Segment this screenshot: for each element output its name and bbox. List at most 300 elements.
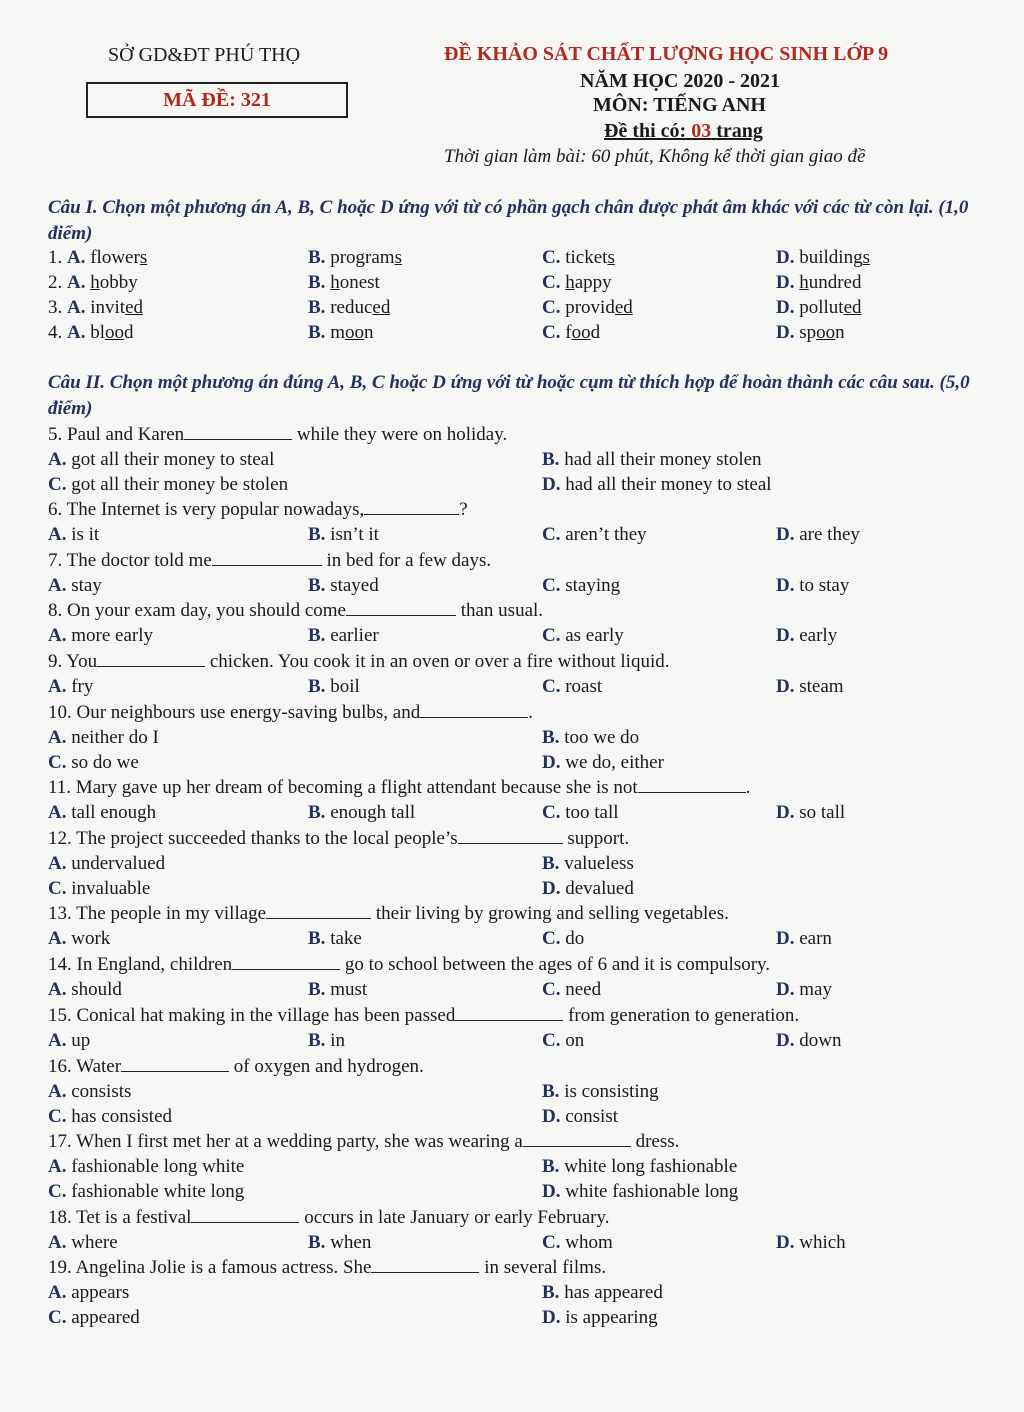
option-19-d [542, 1307, 658, 1329]
option-16-c [48, 1106, 172, 1128]
option-13-d [776, 928, 832, 950]
option-10-b [542, 727, 639, 749]
option-text: must [325, 979, 368, 1000]
option-7-c [542, 575, 620, 597]
section-2-heading: Câu II. Chọn một phương án đúng A, B, C hoặc D ứng với từ hoặc cụm từ thích hợp để hoàn thành các câu sau. (5,0 điểm) [48, 372, 970, 419]
question-12-stem [48, 828, 629, 850]
question-text: their living by growing and selling vegetables. [371, 903, 729, 924]
underlined-sound: h [799, 272, 809, 293]
option-letter: D. [776, 676, 795, 697]
option-12-b [542, 853, 634, 875]
option-text: flower [90, 247, 140, 268]
option-18-c [542, 1232, 613, 1254]
question-text: 8. On your exam day, you should come [48, 600, 346, 621]
question-text: 11. Mary gave up her dream of becoming a flight attendant because she is not [48, 777, 638, 798]
option-letter: B. [542, 1081, 560, 1102]
underlined-sound: oo [816, 322, 836, 343]
option-letter: C. [542, 272, 561, 293]
option-letter: B. [308, 524, 326, 545]
option-letter: B. [308, 676, 326, 697]
option-letter: B. [542, 727, 560, 748]
option-text: undred [808, 272, 862, 293]
option-6-d [776, 524, 860, 546]
option-19-a [48, 1282, 129, 1304]
option-14-c [542, 979, 601, 1001]
option-9-d [776, 676, 844, 698]
option-17-c [48, 1181, 244, 1203]
question-text: support. [562, 828, 630, 849]
option-18-b [308, 1232, 371, 1254]
option-letter: B. [542, 449, 560, 470]
page-count-number: 03 [691, 120, 712, 142]
option-letter: C. [542, 524, 561, 545]
option-5-c [48, 474, 288, 496]
option-11-a [48, 802, 156, 824]
question-number: 3. [48, 297, 67, 318]
option-12-d [542, 878, 634, 900]
option-letter: C. [542, 1232, 561, 1253]
option-letter: D. [776, 1030, 795, 1051]
underlined-sound: oo [344, 322, 364, 343]
question-text: go to school between the ages of 6 and it is compulsory. [340, 954, 771, 975]
option-text: aren’t they [560, 524, 647, 545]
option-text: which [794, 1232, 846, 1253]
option-text: consists [66, 1081, 132, 1102]
option-text: early [794, 625, 838, 646]
option-letter: D. [776, 247, 795, 268]
question-text: 10. Our neighbours use energy-saving bulbs, and [48, 702, 421, 723]
question-13-stem [48, 903, 729, 925]
option-7-b [308, 575, 379, 597]
option-text: had all their money stolen [559, 449, 762, 470]
answer-blank [638, 777, 746, 793]
option-text: provid [565, 297, 615, 318]
option-text: take [325, 928, 362, 949]
page-count-prefix: Đề thi có: [604, 120, 687, 142]
time-allowed: Thời gian làm bài: 60 phút, Không kể thời gian giao đề [444, 146, 866, 167]
answer-blank [121, 1056, 229, 1072]
underlined-sound: s [862, 247, 870, 268]
option-8-d [776, 625, 837, 647]
option-letter: A. [67, 272, 86, 293]
section-1-heading: Câu I. Chọn một phương án A, B, C hoặc D ứng với từ có phần gạch chân được phát âm khác với các từ còn lại. (1,0 điểm) [48, 197, 969, 244]
question-text: 19. Angelina Jolie is a famous actress. She [48, 1257, 372, 1278]
option-letter: A. [48, 449, 67, 470]
option-letter: D. [776, 928, 795, 949]
option-text: need [560, 979, 602, 1000]
option-17-b [542, 1156, 737, 1178]
option-4-d [776, 322, 845, 344]
option-12-c [48, 878, 150, 900]
option-text: more early [66, 625, 153, 646]
question-text: chicken. You cook it in an oven or over a fire without liquid. [205, 651, 670, 672]
option-letter: B. [308, 625, 326, 646]
option-15-c [542, 1030, 584, 1052]
option-9-a [48, 676, 93, 698]
option-1-d [776, 247, 870, 269]
question-text: 15. Conical hat making in the village has been passed [48, 1005, 456, 1026]
option-letter: B. [308, 928, 326, 949]
option-text: are they [794, 524, 860, 545]
answer-blank [191, 1207, 299, 1223]
department-name: SỞ GD&ĐT PHÚ THỌ [108, 44, 301, 66]
option-text: consist [560, 1106, 619, 1127]
option-letter: C. [48, 878, 67, 899]
option-letter: A. [67, 247, 86, 268]
option-text: whom [560, 1232, 613, 1253]
exam-title: ĐỀ KHẢO SÁT CHẤT LƯỢNG HỌC SINH LỚP 9 [444, 43, 889, 65]
answer-blank [184, 424, 292, 440]
option-letter: C. [542, 979, 561, 1000]
option-text: got all their money to steal [66, 449, 275, 470]
option-letter: A. [48, 575, 67, 596]
option-letter: A. [48, 928, 67, 949]
option-13-c [542, 928, 584, 950]
question-text: 16. Water [48, 1056, 122, 1077]
option-letter: A. [48, 625, 67, 646]
option-7-d [776, 575, 849, 597]
option-letter: D. [776, 272, 795, 293]
option-letter: A. [48, 802, 67, 823]
option-11-c [542, 802, 619, 824]
option-letter: D. [542, 1106, 561, 1127]
option-16-a [48, 1081, 131, 1103]
question-14-stem [48, 954, 770, 976]
underlined-sound: oo [105, 322, 125, 343]
question-10-stem [48, 702, 533, 724]
option-15-b [308, 1030, 345, 1052]
option-13-a [48, 928, 110, 950]
page-count-suffix: trang [716, 120, 763, 142]
option-12-a [48, 853, 165, 875]
option-text: on [560, 1030, 585, 1051]
option-letter: D. [776, 297, 795, 318]
option-text: ticket [565, 247, 608, 268]
option-letter: B. [308, 297, 326, 318]
question-text: 14. In England, children [48, 954, 233, 975]
option-19-c [48, 1307, 140, 1329]
option-text: isn’t it [325, 524, 379, 545]
option-letter: C. [542, 676, 561, 697]
question-text: 13. The people in my village [48, 903, 267, 924]
option-text: appears [66, 1282, 130, 1303]
question-text: in several films. [479, 1257, 607, 1278]
question-9-stem [48, 651, 669, 673]
option-letter: C. [542, 802, 561, 823]
question-text: than usual. [455, 600, 544, 621]
option-text: to stay [794, 575, 850, 596]
option-text: up [66, 1030, 91, 1051]
underlined-sound: ed [125, 297, 144, 318]
option-11-d [776, 802, 845, 824]
question-7-stem [48, 550, 491, 572]
option-letter: A. [48, 1030, 67, 1051]
option-text: is appearing [560, 1307, 658, 1328]
question-number: 2. [48, 272, 67, 293]
question-text: in bed for a few days. [321, 550, 492, 571]
option-text: work [66, 928, 111, 949]
option-text: so tall [794, 802, 846, 823]
option-text: in [325, 1030, 345, 1051]
option-letter: D. [542, 1307, 561, 1328]
option-text: has consisted [66, 1106, 173, 1127]
option-text: should [66, 979, 122, 1000]
option-text: white long fashionable [559, 1156, 738, 1177]
school-year: NĂM HỌC 2020 - 2021 [580, 70, 780, 92]
option-2-a [48, 272, 138, 294]
option-6-b [308, 524, 379, 546]
option-16-d [542, 1106, 618, 1128]
option-10-d [542, 752, 664, 774]
option-text: too we do [559, 727, 640, 748]
option-5-b [542, 449, 762, 471]
option-10-a [48, 727, 159, 749]
option-11-b [308, 802, 415, 824]
underlined-sound: ed [843, 297, 862, 318]
option-text: white fashionable long [560, 1181, 739, 1202]
option-3-d [776, 297, 862, 319]
underlined-sound: s [394, 247, 402, 268]
option-6-c [542, 524, 647, 546]
option-9-b [308, 676, 360, 698]
option-text: staying [560, 575, 621, 596]
option-text: undervalued [66, 853, 166, 874]
option-letter: C. [542, 928, 561, 949]
question-text: of oxygen and hydrogen. [229, 1056, 424, 1077]
option-letter: D. [542, 752, 561, 773]
underlined-sound: s [607, 247, 615, 268]
option-text: got all their money be stolen [66, 474, 289, 495]
answer-blank [371, 1257, 479, 1273]
answer-blank [212, 550, 322, 566]
question-5-stem [48, 424, 507, 446]
option-text: where [66, 1232, 118, 1253]
option-text: pollut [799, 297, 844, 318]
option-letter: C. [48, 1106, 67, 1127]
option-text: stayed [325, 575, 379, 596]
option-text: is consisting [559, 1081, 659, 1102]
option-17-a [48, 1156, 244, 1178]
answer-blank [266, 903, 371, 919]
option-letter: D. [542, 1181, 561, 1202]
question-text: 5. Paul and Karen [48, 424, 185, 445]
option-text: appeared [66, 1307, 140, 1328]
option-text: program [330, 247, 395, 268]
answer-blank [346, 600, 456, 616]
option-text: boil [325, 676, 360, 697]
option-text: reduc [330, 297, 373, 318]
option-letter: A. [48, 1282, 67, 1303]
option-14-d [776, 979, 832, 1001]
question-text: while they were on holiday. [292, 424, 508, 445]
option-letter: B. [308, 322, 326, 343]
option-1-a [48, 247, 147, 269]
option-letter: C. [542, 297, 561, 318]
option-text: n [363, 322, 374, 343]
option-text: valueless [559, 853, 634, 874]
option-16-b [542, 1081, 659, 1103]
option-letter: C. [48, 752, 67, 773]
underlined-sound: ed [614, 297, 633, 318]
question-text: 6. The Internet is very popular nowadays, [48, 499, 365, 520]
option-text: fry [66, 676, 94, 697]
option-3-c [542, 297, 633, 319]
option-5-d [542, 474, 772, 496]
option-text: f [565, 322, 572, 343]
underlined-sound: ed [372, 297, 391, 318]
option-letter: B. [308, 1232, 326, 1253]
answer-blank [364, 499, 459, 515]
answer-blank [420, 702, 528, 718]
option-letter: B. [542, 853, 560, 874]
exam-code-box: MÃ ĐỀ: 321 [86, 82, 348, 118]
option-text: fashionable white long [66, 1181, 245, 1202]
option-text: as early [560, 625, 624, 646]
option-text: we do, either [560, 752, 664, 773]
option-letter: A. [67, 297, 86, 318]
option-text: steam [794, 676, 844, 697]
option-4-c [542, 322, 600, 344]
option-text: had all their money to steal [560, 474, 772, 495]
option-8-b [308, 625, 379, 647]
answer-blank [523, 1131, 631, 1147]
option-letter: C. [542, 1030, 561, 1051]
option-14-a [48, 979, 122, 1001]
option-text: d [590, 322, 601, 343]
option-letter: A. [48, 727, 67, 748]
underlined-sound: h [330, 272, 340, 293]
option-3-a [48, 297, 143, 319]
option-15-d [776, 1030, 841, 1052]
option-text: so do we [66, 752, 139, 773]
page-count [604, 120, 763, 143]
option-letter: B. [308, 802, 326, 823]
option-13-b [308, 928, 362, 950]
question-text: dress. [630, 1131, 680, 1152]
option-letter: C. [542, 575, 561, 596]
option-letter: A. [48, 979, 67, 1000]
underlined-sound: h [90, 272, 100, 293]
answer-blank [232, 954, 340, 970]
question-text: . [528, 702, 533, 723]
question-number: 4. [48, 322, 67, 343]
option-3-b [308, 297, 390, 319]
option-18-d [776, 1232, 846, 1254]
question-6-stem [48, 499, 468, 521]
option-letter: D. [776, 802, 795, 823]
question-19-stem [48, 1257, 606, 1279]
option-text: earn [794, 928, 832, 949]
option-15-a [48, 1030, 90, 1052]
option-text: m [330, 322, 345, 343]
question-text: 7. The doctor told me [48, 550, 212, 571]
question-text: 12. The project succeeded thanks to the local people’s [48, 828, 458, 849]
underlined-sound: h [565, 272, 575, 293]
option-letter: B. [308, 272, 326, 293]
question-text: 17. When I first met her at a wedding party, she was wearing a [48, 1131, 523, 1152]
option-text: when [325, 1232, 372, 1253]
option-text: enough tall [325, 802, 416, 823]
option-letter: A. [48, 524, 67, 545]
option-text: may [794, 979, 832, 1000]
option-5-a [48, 449, 274, 471]
option-2-d [776, 272, 862, 294]
option-text: tall enough [66, 802, 157, 823]
option-text: neither do I [66, 727, 159, 748]
option-6-a [48, 524, 99, 546]
question-number: 1. [48, 247, 67, 268]
option-letter: D. [776, 979, 795, 1000]
option-text: has appeared [559, 1282, 663, 1303]
question-text: 18. Tet is a festival [48, 1207, 192, 1228]
option-letter: B. [308, 247, 326, 268]
option-text: invaluable [66, 878, 151, 899]
answer-blank [458, 828, 563, 844]
option-letter: B. [308, 575, 326, 596]
question-11-stem [48, 777, 750, 799]
option-letter: C. [48, 1181, 67, 1202]
option-1-c [542, 247, 615, 269]
question-text: occurs in late January or early February. [299, 1207, 610, 1228]
option-letter: B. [542, 1156, 560, 1177]
option-8-c [542, 625, 624, 647]
option-text: devalued [560, 878, 634, 899]
option-letter: C. [542, 247, 561, 268]
option-text: fashionable long white [66, 1156, 245, 1177]
option-text: sp [799, 322, 817, 343]
option-letter: A. [48, 1232, 67, 1253]
option-letter: D. [776, 625, 795, 646]
question-text: ? [459, 499, 468, 520]
option-2-b [308, 272, 380, 294]
option-2-c [542, 272, 612, 294]
option-text: obby [99, 272, 138, 293]
option-text: is it [66, 524, 100, 545]
option-letter: A. [48, 853, 67, 874]
option-text: appy [574, 272, 612, 293]
option-letter: B. [542, 1282, 560, 1303]
answer-blank [455, 1005, 563, 1021]
option-text: invit [90, 297, 126, 318]
option-1-b [308, 247, 402, 269]
option-text: onest [339, 272, 380, 293]
question-17-stem [48, 1131, 679, 1153]
option-text: building [799, 247, 863, 268]
option-letter: D. [542, 878, 561, 899]
question-8-stem [48, 600, 543, 622]
question-text: 9. You [48, 651, 98, 672]
option-letter: D. [542, 474, 561, 495]
option-letter: C. [48, 474, 67, 495]
option-9-c [542, 676, 602, 698]
option-letter: D. [776, 1232, 795, 1253]
option-10-c [48, 752, 139, 774]
question-15-stem [48, 1005, 799, 1027]
option-text: down [794, 1030, 842, 1051]
underlined-sound: s [139, 247, 148, 268]
underlined-sound: oo [571, 322, 591, 343]
option-text: d [124, 322, 134, 343]
question-text: . [745, 777, 751, 798]
option-letter: B. [308, 979, 326, 1000]
option-letter: D. [776, 575, 795, 596]
option-letter: C. [48, 1307, 67, 1328]
option-4-a [48, 322, 134, 344]
option-text: n [835, 322, 845, 343]
question-18-stem [48, 1207, 609, 1229]
option-18-a [48, 1232, 118, 1254]
option-letter: D. [776, 524, 795, 545]
